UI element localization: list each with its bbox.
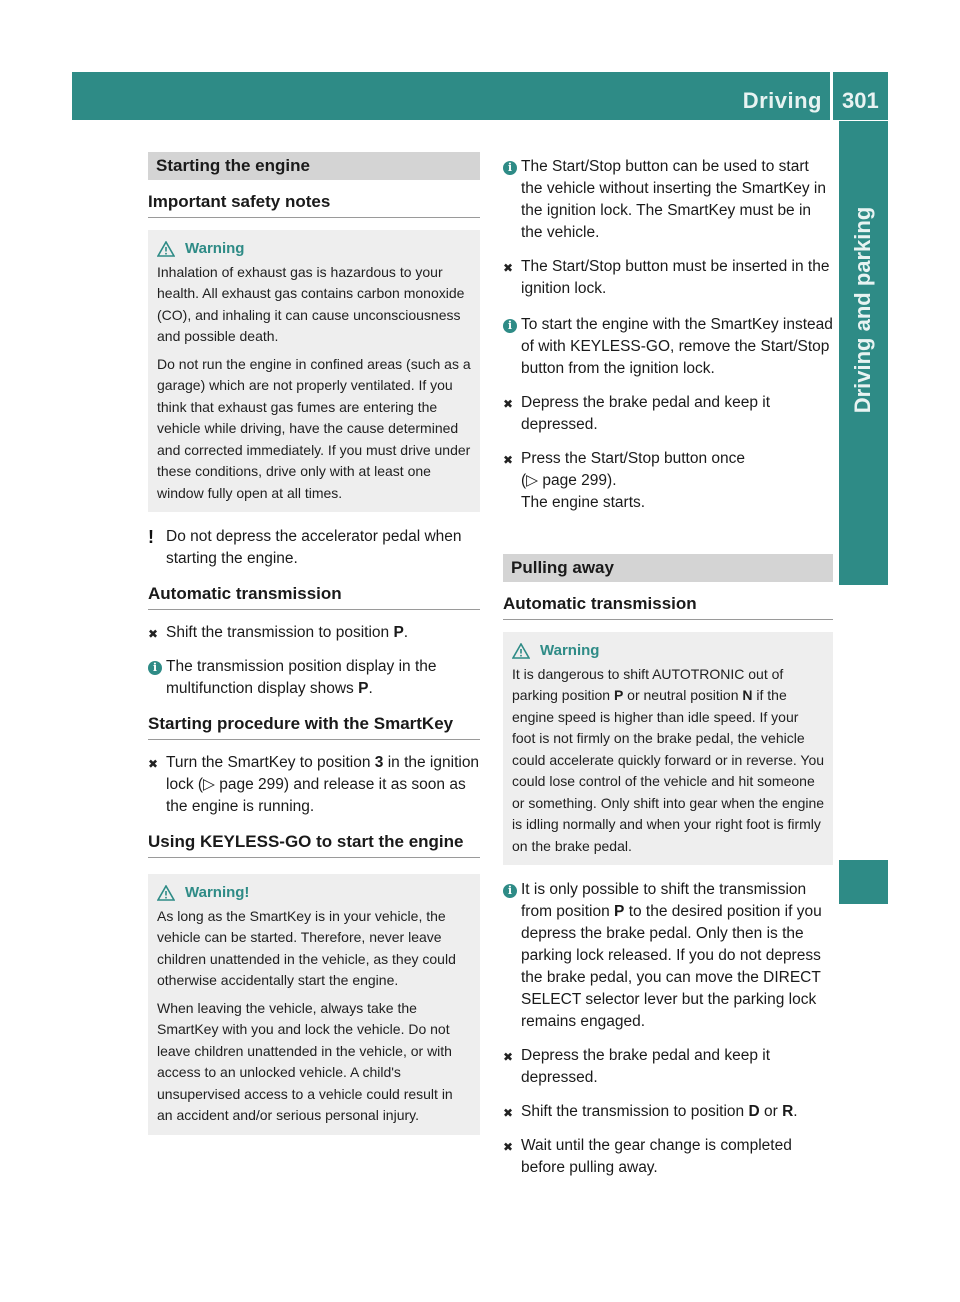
caution-note: [148, 526, 480, 570]
step-item: [503, 448, 833, 514]
step-item: [148, 622, 480, 644]
warning-triangle-icon: [512, 643, 530, 659]
info-note: [503, 879, 833, 1033]
step-item: [148, 752, 480, 818]
step-result: The engine starts.: [521, 494, 646, 511]
info-icon: i: [503, 879, 519, 901]
step-item: [503, 1045, 833, 1089]
step-text: Depress the brake pedal and keep it depressed.: [521, 1047, 771, 1086]
left-column: [148, 152, 480, 1135]
step-text: in the ignition lock (▷ page 299) and release it as soon as the engine is running.: [166, 754, 480, 815]
step-item: [503, 392, 833, 436]
step-text-bold: 3: [374, 754, 384, 771]
warning-text: As long as the SmartKey is in your vehicle, the vehicle can be started. Therefore, never leave children unattended in the vehicle, as they could otherwise accidentally start the engine.: [157, 907, 456, 988]
section-title-pulling-away: Pulling away: [503, 554, 833, 582]
warning-box-exhaust: [148, 230, 480, 512]
warning-text: Do not run the engine in confined areas (such as a garage) which are not properly ventilated. If you think that exhaust gas fumes are entering the vehicle while driving, have the cause determined and corrected immediately. If you must drive under these conditions, drive only with at least one window fully open at all times.: [157, 355, 471, 501]
warning-box-children: [148, 874, 480, 1135]
step-text: .: [403, 624, 409, 641]
side-marker: [839, 860, 888, 904]
exclamation-icon: !: [148, 527, 154, 547]
info-icon: i: [503, 156, 519, 178]
warning-triangle-icon: [157, 241, 175, 257]
step-text: The Start/Stop button must be inserted in the ignition lock.: [521, 258, 830, 297]
step-arrow-icon: ✖: [503, 1140, 514, 1154]
warning-box-autotronic: [503, 632, 833, 865]
step-arrow-icon: ✖: [503, 453, 514, 467]
info-note: [503, 156, 833, 244]
step-arrow-icon: ✖: [503, 397, 514, 411]
warning-text: Inhalation of exhaust gas is hazardous to your health. All exhaust gas contains carbon monoxide (CO), and inhaling it can cause unconsciousness and possible death.: [157, 263, 465, 344]
step-arrow-icon: ✖: [503, 1050, 514, 1064]
info-text-bold: P: [358, 680, 369, 697]
step-text: Turn the SmartKey to position: [166, 754, 375, 771]
warning-label: Warning!: [185, 884, 250, 901]
step-text: Press the Start/Stop button once: [521, 450, 746, 467]
step-text: Shift the transmission to position: [521, 1103, 749, 1120]
side-tab-label: Driving and parking: [850, 206, 875, 414]
step-item: [503, 256, 833, 300]
info-text: The Start/Stop button can be used to start the vehicle without inserting the SmartKey in the ignition lock. The SmartKey must be in the vehicle.: [521, 158, 826, 241]
warning-title: [157, 882, 472, 904]
step-text: Wait until the gear change is completed before pulling away.: [521, 1137, 792, 1176]
subheading-automatic-transmission: Automatic transmission: [148, 570, 480, 610]
info-text: To start the engine with the SmartKey instead of with KEYLESS-GO, remove the Start/Stop button from the ignition lock.: [521, 316, 833, 377]
step-arrow-icon: ✖: [503, 1106, 514, 1120]
warning-label: Warning: [185, 240, 245, 257]
subheading-automatic-transmission: Automatic transmission: [503, 582, 833, 620]
page-number: 301: [842, 88, 879, 113]
info-icon: i: [503, 314, 519, 336]
info-text: .: [368, 680, 373, 697]
header-divider: [830, 72, 833, 120]
step-text: Shift the transmission to position: [166, 624, 394, 641]
subheading-smartkey-start: Starting procedure with the SmartKey: [148, 700, 480, 740]
step-arrow-icon: ✖: [148, 627, 159, 641]
info-note: [148, 656, 480, 700]
step-text: Depress the brake pedal and keep it depressed.: [521, 394, 771, 433]
info-text: to the desired position if you depress the brake pedal. Only then is the parking lock released. If you do not depress the brake pedal, you can move the DIRECT SELECT selector lever but the parking lock remains engaged.: [521, 903, 822, 1030]
warning-text: When leaving the vehicle, always take the SmartKey with you and lock the vehicle. Do not leave children unattended in the vehicle, or with access to an unlocked vehicle. A child's unsupervised access to a vehicle could result in an accident and/or serious personal injury.: [157, 999, 453, 1123]
warning-title: [157, 238, 472, 260]
chapter-title: Driving: [742, 88, 822, 113]
warning-triangle-icon: [157, 885, 175, 901]
info-text-bold: P: [614, 903, 625, 920]
step-item: [503, 1135, 833, 1179]
info-icon: i: [148, 656, 164, 678]
step-arrow-icon: ✖: [503, 261, 514, 275]
step-text: (▷ page 299).: [521, 472, 617, 489]
warning-label: Warning: [540, 642, 600, 659]
step-arrow-icon: ✖: [148, 757, 159, 771]
step-item: ✖ Shift the transmission to position D or R.: [503, 1101, 833, 1123]
step-text-bold: P: [393, 624, 404, 641]
info-note: [503, 314, 833, 380]
info-text: The transmission position display in the multifunction display shows: [166, 658, 437, 697]
section-title-starting-engine: Starting the engine: [148, 152, 480, 180]
subheading-safety-notes: Important safety notes: [148, 180, 480, 218]
caution-text: Do not depress the accelerator pedal when starting the engine.: [166, 528, 462, 567]
right-column: [503, 152, 833, 1179]
info-text: It is only possible to shift the transmission from position: [521, 881, 807, 920]
subheading-keyless-go: Using KEYLESS-GO to start the engine: [148, 818, 480, 858]
warning-title: [512, 640, 825, 662]
warning-text: It is dangerous to shift AUTOTRONIC out of parking position P or neutral position N if the engine speed is higher than idle speed. If your foot is not firmly on the brake pedal, the vehicle could accelerate quickly forward or in reverse. You could lose control of the vehicle and hit someone or something. Only shift into gear when the engine is idling normally and when your right foot is firmly on the brake pedal.: [512, 665, 825, 854]
